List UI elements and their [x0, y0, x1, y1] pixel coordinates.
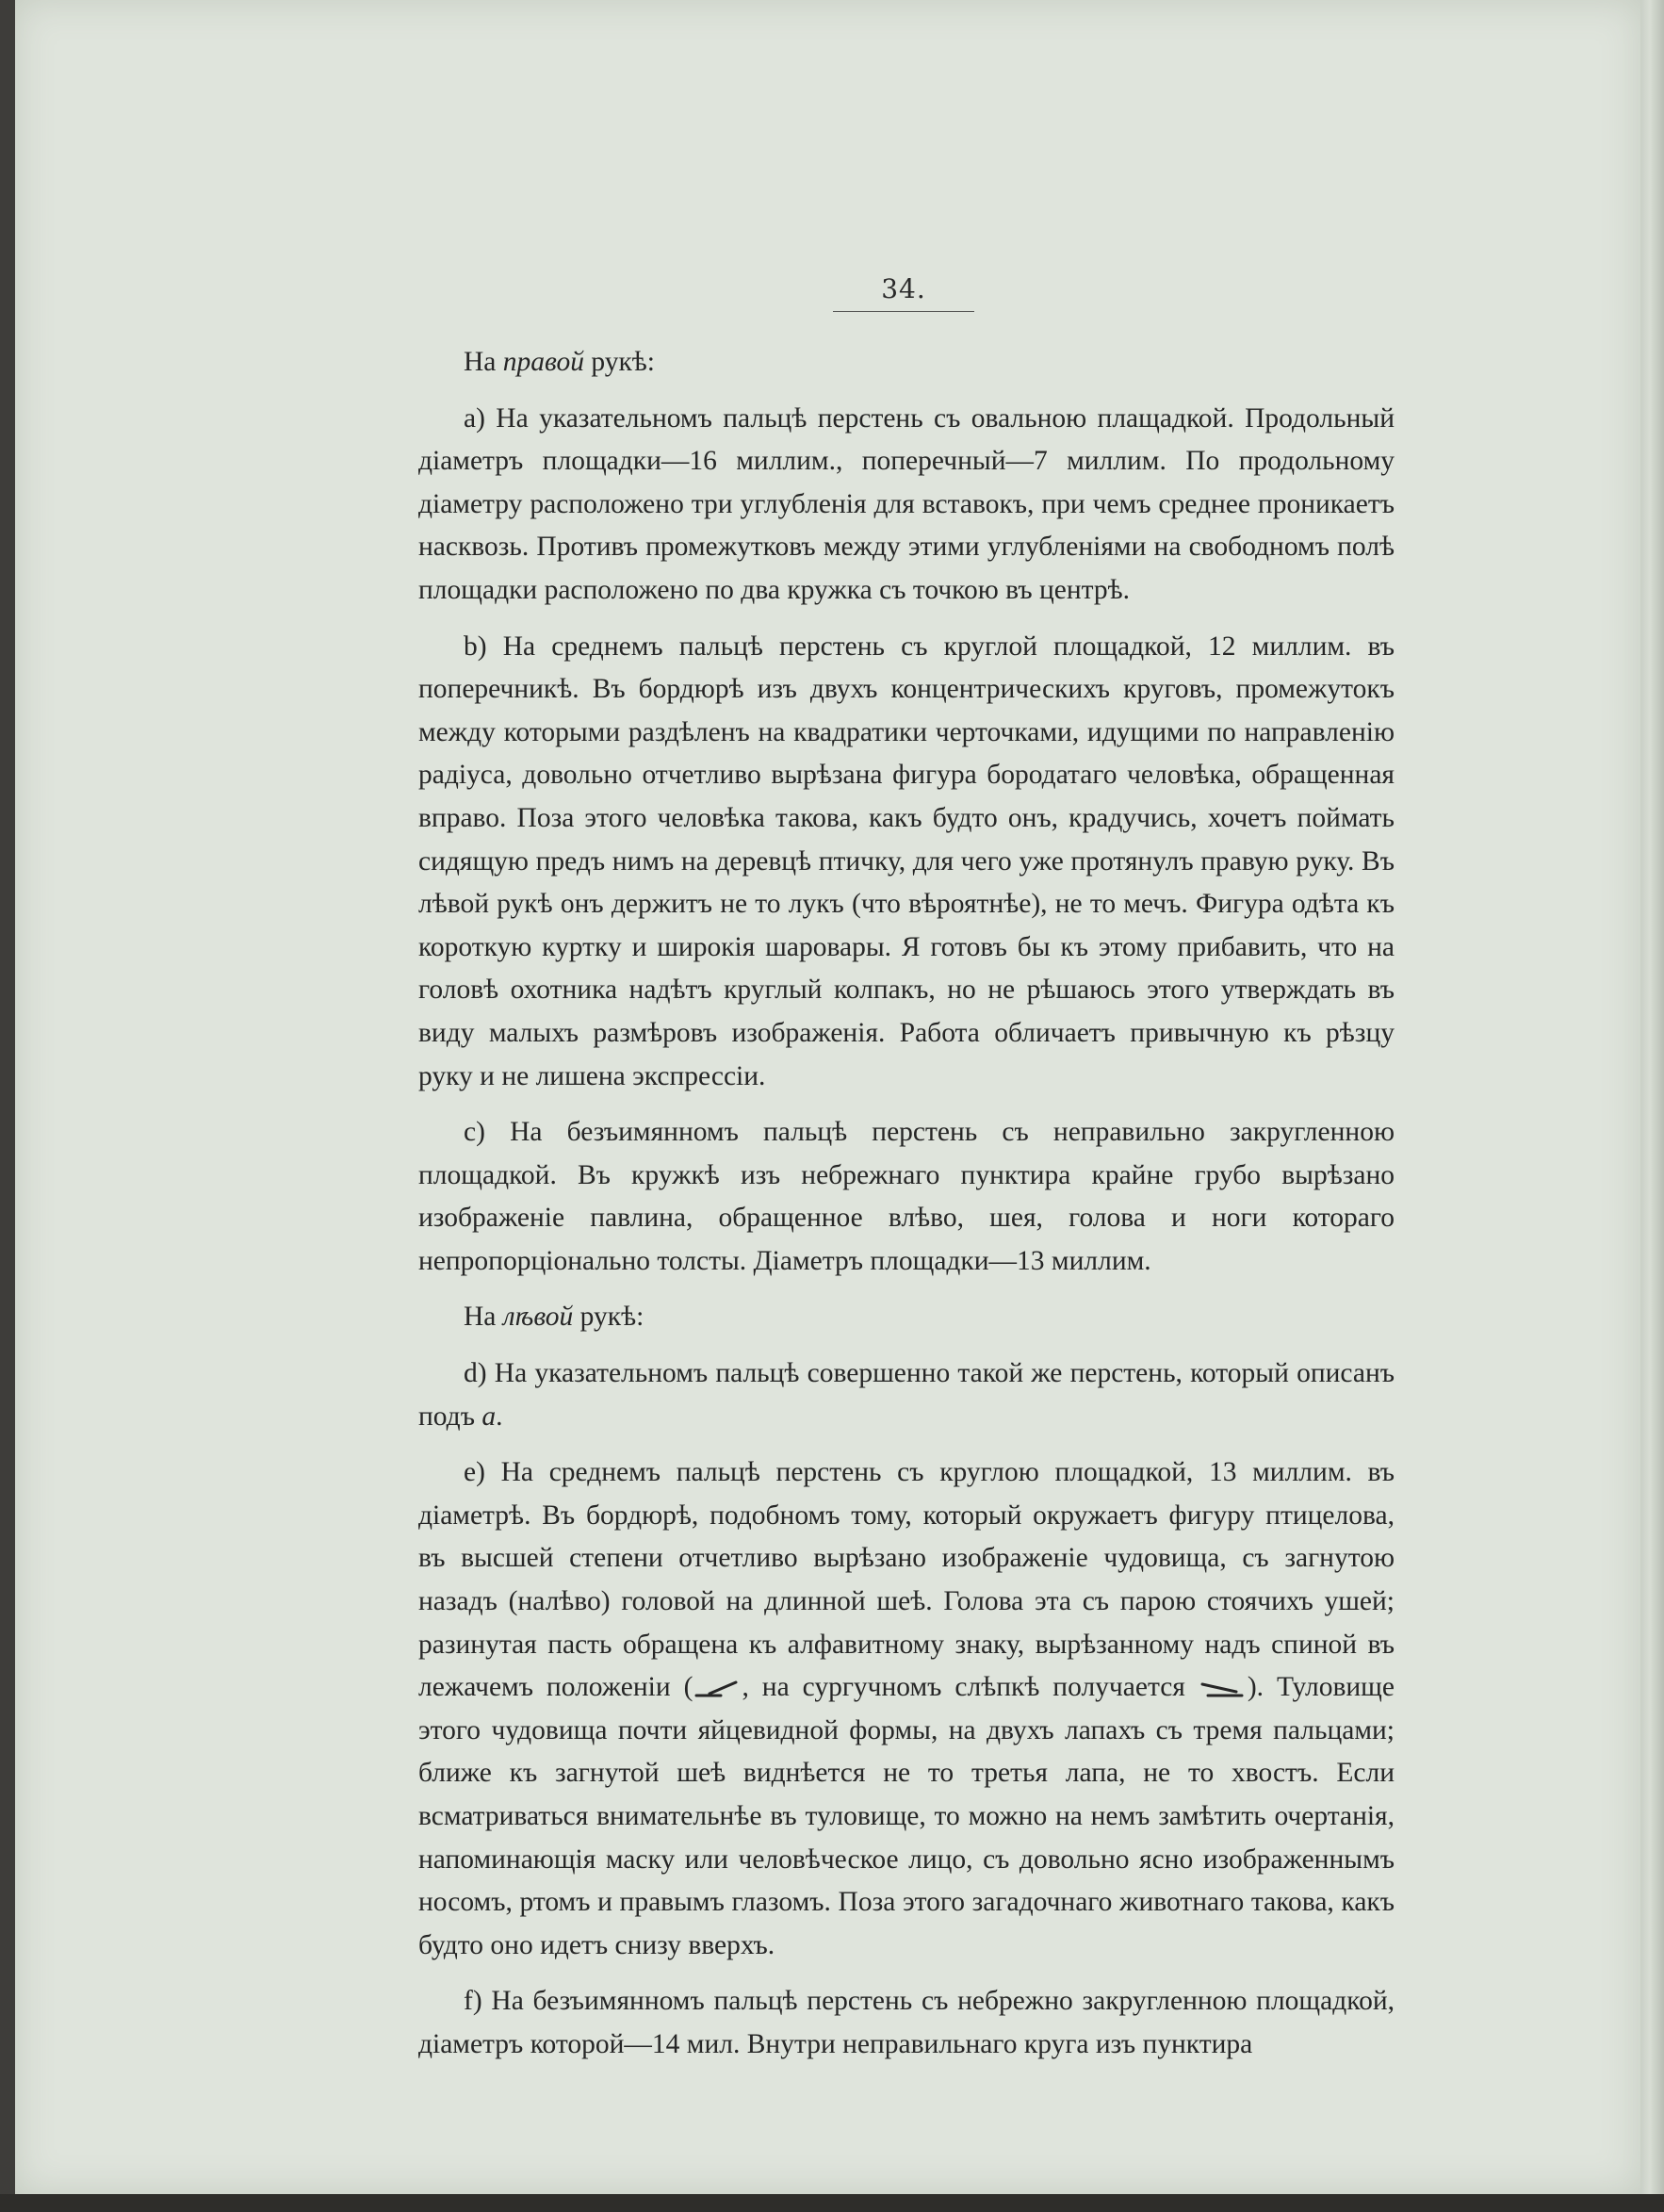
paragraph-e: e) На среднемъ пальцѣ перстень съ круглою площадкой, 13 миллим. въ діаметрѣ. Въ бордюрѣ, подобномъ тому, который окружаетъ фигуру птицелова, въ высшей степени отчетливо вырѣзано изображеніе чудовища, съ загнутою назадъ (налѣво) головой на длинной шеѣ. Голова эта съ парою стоячихъ ушей; разинутая пасть обращена къ алфавитному знаку, вырѣзанному надъ спиной въ лежачемъ положеніи ( , на сургучномъ слѣпкѣ получается ). Туловище этого чудовища почти яйцевидной формы, на двухъ лапахъ съ тремя пальцами; ближе къ загнутой шеѣ виднѣется не то третья лапа, не то хвостъ. Если всматриваться внимательнѣе въ туловище, то можно на немъ замѣтить очертанія, напоминающія маску или человѣческое лицо, съ довольно ясно изображеннымъ носомъ, ртомъ и правымъ глазомъ. Поза этого загадочнаго животнаго такова, какъ будто оно идетъ снизу вверхъ. [418, 1457, 1395, 1960]
paragraph-c: c) На безъимянномъ пальцѣ перстень съ неправильно закругленною площадкой. Въ кружкѣ изъ небрежнаго пунктира крайне грубо вырѣзано изображеніе павлина, обращенное влѣво, шея, голова и ноги котораго непропорціонально толсты. Діаметръ площадки—13 миллим. [418, 1117, 1395, 1276]
seal-impression-glyph [1199, 1679, 1248, 1699]
heading-right-hand: На правой рукѣ: [464, 347, 655, 377]
paragraph-d: d) На указательномъ пальцѣ совершенно такой же перстень, который описанъ подъ a. [418, 1358, 1395, 1432]
reference-a: a [481, 1401, 497, 1432]
item-label-d: d) [464, 1358, 487, 1389]
scan-bottom-border [0, 2194, 1664, 2212]
item-label-f: f) [464, 1986, 482, 2017]
body-text [418, 341, 1395, 2080]
heading-left-hand: На лѣвой рукѣ: [464, 1302, 644, 1333]
item-label-b: b) [464, 631, 487, 662]
heading-left-emph: лѣвой [502, 1302, 574, 1333]
page-edge [1640, 0, 1664, 2212]
item-label-e: e) [464, 1457, 485, 1488]
item-label-a: а) [464, 402, 485, 434]
heading-right-emph: правой [502, 347, 584, 377]
paragraph-f: f) На безъимянномъ пальцѣ перстень съ небрежно закругленною площадкой, діаметръ которой—14 мил. Внутри неправильнаго круга изъ пунктира [418, 1986, 1395, 2059]
page-number: 34. [881, 273, 926, 304]
item-label-c: c) [464, 1117, 485, 1148]
page-number-rule [833, 311, 974, 312]
paragraph-b: b) На среднемъ пальцѣ перстень съ круглой площадкой, 12 миллим. въ поперечникѣ. Въ бордюрѣ изъ двухъ концентрическихъ круговъ, промежутокъ между которыми раздѣленъ на квадратики черточками, идущими по направленію радіуса, довольно отчетливо вырѣзана фигура бородатаго человѣка, обращенная вправо. Поза этого человѣка такова, какъ будто онъ, крадучись, хочетъ поймать сидящую предъ нимъ на деревцѣ птичку, для чего уже протянулъ правую руку. Въ лѣвой рукѣ онъ держитъ не то лукъ (что вѣроятнѣе), не то мечъ. Фигура одѣта къ короткую куртку и широкія шаровары. Я готовъ бы къ этому прибавить, что на головѣ охотника надѣтъ круглый колпакъ, но не рѣшаюсь этого утверждать въ виду малыхъ размѣровъ изображенія. Работа обличаетъ привычную къ рѣзцу руку и не лишена экспрессіи. [418, 631, 1395, 1091]
alphabet-sign-glyph [693, 1679, 742, 1699]
paragraph-a: а) На указательномъ пальцѣ перстень съ овальною плащадкой. Продольный діаметръ площадки—16 миллим., поперечный—7 миллим. По продольному діаметру расположено три углубленія для вставокъ, при чемъ среднее проникаетъ насквозь. Противъ промежутковъ между этими углубленіями на свободномъ полѣ площадки расположено по два кружка съ точкою въ центрѣ. [418, 402, 1395, 605]
